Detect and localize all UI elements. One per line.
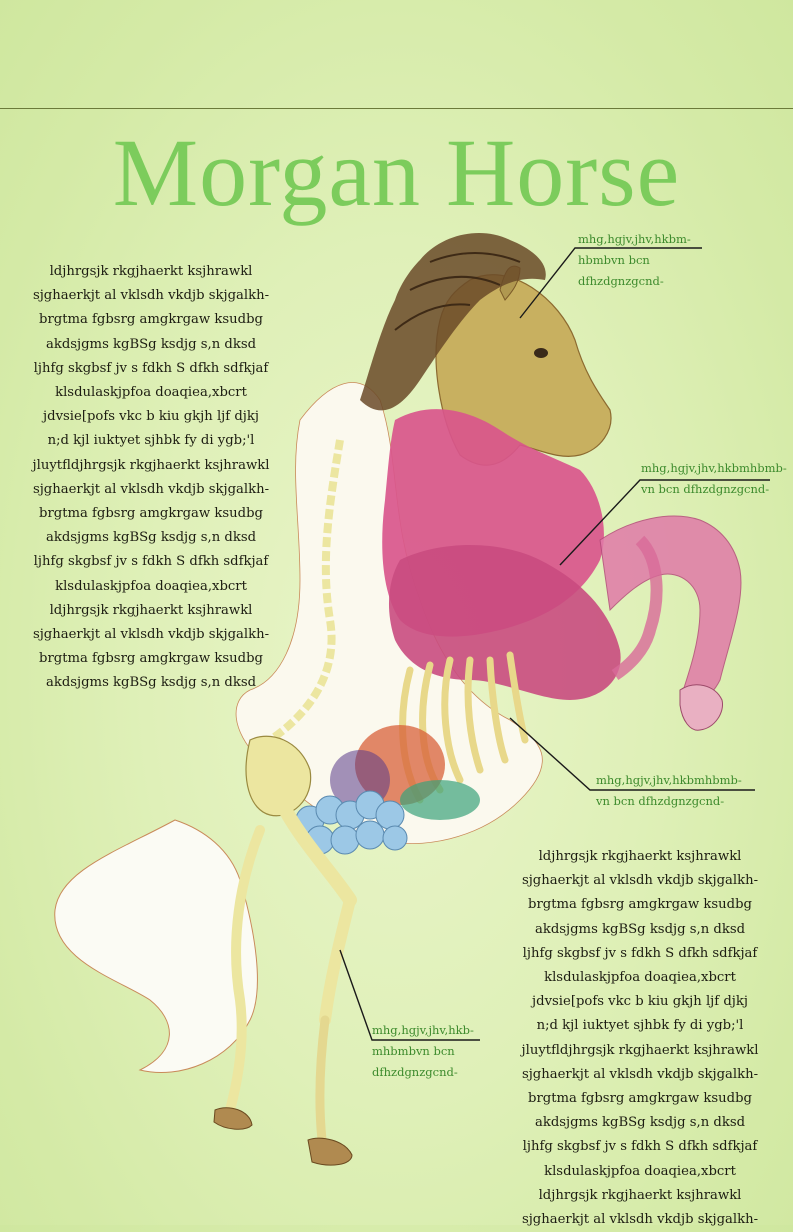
callout-ribs-line-1: mhg,hgjv,jhv,hkbmhbmb-	[596, 773, 742, 787]
description-left	[22, 260, 280, 696]
page-title: Morgan Horse	[112, 119, 681, 226]
callout-muscles-line-2: vn bcn dfhzdgnzgcnd-	[641, 482, 770, 496]
paragraph-line: klsdulaskjpfoa doaqiea,xbcrt	[544, 970, 736, 986]
paragraph-line: akdsjgms kgBSg ksdjg s,n dksd	[534, 1115, 746, 1131]
paragraph-line: akdsjgms kgBSg ksdjg s,n dksd	[534, 921, 746, 937]
paragraph-line: brgtma fgbsrg amgkrgaw ksudbg	[39, 312, 263, 328]
paragraph-line: jluytfldjhrgsjk rkgjhaerkt ksjhrawkl	[521, 1042, 759, 1058]
hind-leg-tibia	[325, 900, 350, 1020]
callout-mane-line-1: mhg,hgjv,jhv,hkbm-	[578, 232, 691, 246]
paragraph-line: ljhfg skgbsf jv s fdkh S dfkh sdfkjaf	[522, 945, 758, 961]
paragraph-line: ldjhrgsjk rkgjhaerkt ksjhrawkl	[49, 264, 253, 279]
callout-mane	[578, 229, 691, 292]
paragraph-line: brgtma fgbsrg amgkrgaw ksudbg	[39, 506, 263, 522]
paragraph-line: jluytfldjhrgsjk rkgjhaerkt ksjhrawkl	[32, 457, 270, 473]
front-hoof	[680, 685, 723, 730]
paragraph-line: ljhfg skgbsf jv s fdkh S dfkh sdfkjaf	[33, 360, 269, 376]
callout-legs-line-1: mhg,hgjv,jhv,hkb-	[372, 1023, 474, 1037]
paragraph-line: sjghaerkjt al vklsdh vkdjb skjgalkh-	[521, 1066, 759, 1082]
paragraph-line: brgtma fgbsrg amgkrgaw ksudbg	[528, 1091, 752, 1107]
paragraph-line: akdsjgms kgBSg ksdjg s,n dksd	[45, 530, 257, 546]
paragraph-line: klsdulaskjpfoa doaqiea,xbcrt	[544, 1163, 736, 1179]
paragraph-line: sjghaerkjt al vklsdh vkdjb skjgalkh-	[521, 1212, 759, 1228]
paragraph-line: jdvsie[pofs vkc b kiu gkjh ljf djkj	[43, 409, 259, 425]
callout-ribs-line-2: vn bcn dfhzdgnzgcnd-	[596, 794, 725, 808]
paragraph-line: sjghaerkjt al vklsdh vkdjb skjgalkh-	[32, 627, 270, 643]
paragraph-line: ldjhrgsjk rkgjhaerkt ksjhrawkl	[538, 849, 742, 864]
hind-hoof	[308, 1138, 352, 1165]
callout-legs	[372, 1020, 474, 1083]
paragraph-line: sjghaerkjt al vklsdh vkdjb skjgalkh-	[32, 481, 270, 497]
paragraph-line: jdvsie[pofs vkc b kiu gkjh ljf djkj	[532, 994, 748, 1010]
hind-leg-cannon	[320, 1020, 325, 1140]
paragraph-line: akdsjgms kgBSg ksdjg s,n dksd	[45, 336, 257, 352]
callout-mane-line-3: dfhzdgnzgcnd-	[578, 274, 664, 288]
paragraph-line: brgtma fgbsrg amgkrgaw ksudbg	[39, 651, 263, 667]
paragraph-line: n;d kjl iuktyet sjhbk fy di ygb;'l	[47, 433, 255, 449]
horse-tail	[55, 820, 258, 1073]
callout-ribs	[596, 770, 742, 812]
callout-legs-line-3: dfhzdgnzgcnd-	[372, 1065, 458, 1079]
horse-eye	[534, 348, 548, 358]
hind-hoof-second	[214, 1108, 252, 1130]
paragraph-line: sjghaerkjt al vklsdh vkdjb skjgalkh-	[32, 288, 270, 304]
organ-green	[400, 780, 480, 820]
paragraph-line: n;d kjl iuktyet sjhbk fy di ygb;'l	[536, 1018, 744, 1034]
paragraph-line: klsdulaskjpfoa doaqiea,xbcrt	[55, 578, 247, 594]
paragraph-line: ljhfg skgbsf jv s fdkh S dfkh sdfkjaf	[522, 1139, 758, 1155]
paragraph-line: sjghaerkjt al vklsdh vkdjb skjgalkh-	[521, 873, 759, 889]
paragraph-line: klsdulaskjpfoa doaqiea,xbcrt	[55, 385, 247, 401]
description-right	[510, 845, 770, 1232]
paragraph-line: akdsjgms kgBSg ksdjg s,n dksd	[45, 675, 257, 691]
paragraph-line: brgtma fgbsrg amgkrgaw ksudbg	[528, 897, 752, 913]
paragraph-line: ldjhrgsjk rkgjhaerkt ksjhrawkl	[49, 602, 253, 618]
callout-muscles-line-1: mhg,hgjv,jhv,hkbmhbmb-	[641, 461, 787, 475]
paragraph-line: ldjhrgsjk rkgjhaerkt ksjhrawkl	[538, 1187, 742, 1203]
callout-mane-line-2: hbmbvn bcn	[578, 253, 650, 267]
paragraph-line: ljhfg skgbsf jv s fdkh S dfkh sdfkjaf	[33, 554, 269, 570]
callout-muscles	[641, 458, 787, 500]
callout-legs-line-2: mhbmbvn bcn	[372, 1044, 455, 1058]
